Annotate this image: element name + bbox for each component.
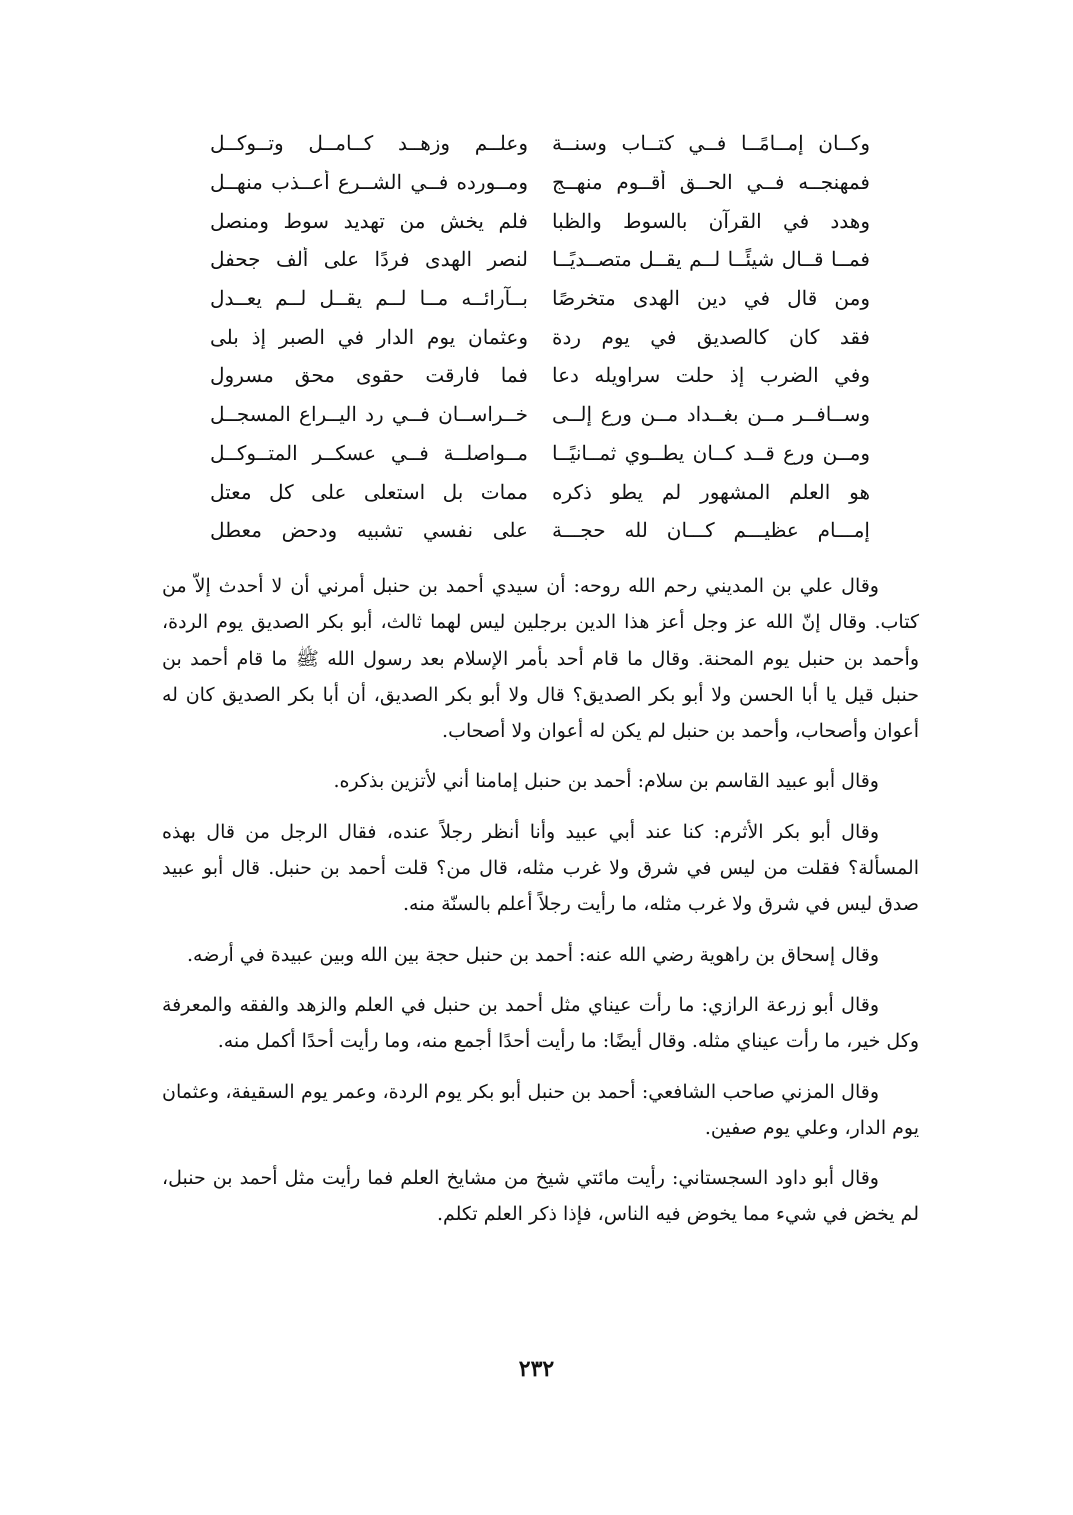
poem-verse <box>210 472 870 511</box>
poem-verse <box>210 201 870 240</box>
paragraph: وقال علي بن المديني رحم الله روحه: أن سيدي أحمد بن حنبل أمرني أن لا أحدث إلاّ من كتاب. وقال إنّ الله عز وجل أعز هذا الدين برجلين ليس لهما ثالث، أبو بكر الصديق يوم الردة، وأحمد بن حنبل يوم المحنة. وقال ما قام أحد بأمر الإسلام بعد رسول الله ﷺ ما قام أحمد بن حنبل قيل يا أبا الحسن ولا أبو بكر الصديق؟ قال ولا أبو بكر الصديق، أن أبا بكر الصديق كان له أعوان وأصحاب، وأحمد بن حنبل لم يكن له أعوان ولا أصحاب. <box>162 575 919 743</box>
verse-second-half: فلم يخش من تهديد سوط ومنصل <box>210 208 528 233</box>
poem-verse <box>210 511 870 550</box>
verse-first-half: ومن قال في دين الهدى متخرصًا <box>552 286 870 311</box>
verse-first-half: وســافــر مــن بغــداد مــن ورع إلــى <box>552 402 870 427</box>
poem-verse <box>210 434 870 473</box>
verse-second-half: وعثمان يوم الدار في الصبر إذ بلى <box>210 324 528 349</box>
verse-first-half: ومــن ورع قــد كــان يطــوي ثمــانيًــا <box>552 440 870 465</box>
paragraph: وقال أبو داود السجستاني: رأيت مائتي شيخ من مشايخ العلم فما رأيت مثل أحمد بن حنبل، لم يخض في شيء مما يخوض فيه الناس، فإذا ذكر العلم تكلم. <box>162 1167 919 1226</box>
poem-verse <box>210 124 870 163</box>
paragraph: وقال أبو زرعة الرازي: ما رأت عيناي مثل أحمد بن حنبل في العلم والزهد والفقه والمعرفة وكل خير، ما رأت عيناي مثله. وقال أيضًا: ما رأيت أحدًا أجمع منه، وما رأيت أحدًا أكمل منه. <box>162 993 919 1053</box>
verse-first-half: فقد كان كالصديق في يوم ردة <box>552 324 870 349</box>
verse-second-half: فما فارقت حقوى محق مسرول <box>210 363 528 388</box>
verse-first-half: وفي الضرب إذ حلت سراويله دعا <box>552 363 870 388</box>
verse-first-half: فمهنجــه فــي الحــق أقــوم منهــج <box>552 170 870 195</box>
poem-verse <box>210 356 870 395</box>
poem-verse <box>210 395 870 434</box>
verse-first-half: فمــا قــال شيئًــا لــم يقــل متصــديًــا <box>552 247 870 272</box>
poem-verse <box>210 240 870 279</box>
page-number: ٢٣٢ <box>518 1356 555 1382</box>
verse-second-half: ممات بل استعلى على كل معتل <box>210 479 528 504</box>
verse-second-half: بــآرائــه مــا لــم يقــل لــم يعــدل <box>210 286 528 311</box>
verse-first-half: هو العلم المشهور لم يطو ذكره <box>552 479 870 504</box>
verse-second-half: على نفسي تشبيه ودحض معطل <box>210 518 528 543</box>
paragraph: وقال أبو عبيد القاسم بن سلام: أحمد بن حنبل إمامنا أني لأتزين بذكره. <box>333 770 879 793</box>
prose-body <box>162 568 919 1247</box>
poem-block <box>210 124 870 550</box>
verse-second-half: خــراســان فــي رد اليــراع المسجــل <box>210 402 528 427</box>
verse-second-half: وعلــم وزهــد كــامــل وتــوكــل <box>210 131 528 156</box>
verse-second-half: ومــورده فــي الشــرع أعــذب منهــل <box>210 170 528 195</box>
paragraph: وقال المزني صاحب الشافعي: أحمد بن حنبل أبو بكر يوم الردة، وعمر يوم السقيفة، وعثمان يوم الدار، وعلي يوم صفين. <box>162 1080 919 1139</box>
poem-verse <box>210 163 870 202</box>
verse-second-half: لنصر الهدى فردًا على ألف جحفل <box>210 247 528 272</box>
poem-verse <box>210 317 870 356</box>
verse-first-half: إمـــام عظيـــم كـــان لله حجـــة <box>552 518 870 543</box>
verse-first-half: وهدد في القرآن بالسوط والظبا <box>552 208 870 233</box>
verse-first-half: وكــان إمــامًــا فــي كتــاب وسنــة <box>552 131 870 156</box>
paragraph: وقال إسحاق بن راهوية رضي الله عنه: أحمد بن حنبل حجة بين الله وبين عبيدة في أرضه. <box>186 943 879 966</box>
paragraph: وقال أبو بكر الأثرم: كنا عند أبي عبيد وأنا أنظر رجلاً عنده، فقال الرجل من قال بهذه المسألة؟ فقلت من ليس في شرق ولا غرب مثله، قال من؟ قلت أحمد بن حنبل. قال أبو عبيد صدق ليس في شرق ولا غرب مثله، ما رأيت رجلاً أعلم بالسنّة منه. <box>162 820 919 916</box>
verse-second-half: مــواصلــة فــي عسكــر المتــوكــل <box>210 440 528 465</box>
poem-verse <box>210 279 870 318</box>
